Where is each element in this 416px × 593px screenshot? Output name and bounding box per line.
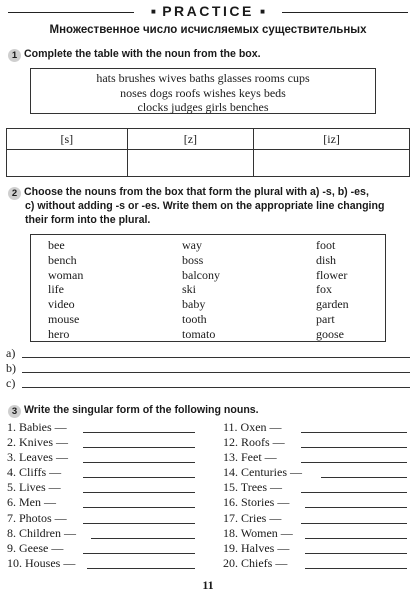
list-item (7, 495, 197, 510)
answer-blank[interactable] (301, 492, 407, 493)
list-item (223, 435, 409, 450)
word-item: baby (182, 297, 206, 312)
singular-list-right (223, 420, 409, 571)
word-item: life (48, 282, 64, 297)
list-item (7, 556, 197, 571)
answer-letter: b) (6, 361, 16, 375)
list-item-label: 10. Houses — (7, 555, 76, 570)
list-item (7, 450, 197, 465)
list-item (7, 420, 197, 435)
page-title (134, 3, 282, 19)
word-box-2 (30, 234, 386, 342)
list-item (7, 526, 197, 541)
list-item (7, 541, 197, 556)
list-item-label: 2. Knives — (7, 435, 68, 450)
task3-heading (8, 404, 410, 418)
task-number-badge: 1 (8, 49, 21, 62)
answer-blank[interactable] (83, 477, 195, 478)
list-item (7, 465, 197, 480)
word-item: way (182, 238, 202, 252)
answer-blank[interactable] (301, 447, 407, 448)
word-item: ski (182, 282, 197, 297)
square-bullet-icon: ■ (150, 7, 156, 16)
answer-line-a[interactable] (6, 346, 410, 360)
word-item: hero (48, 326, 70, 341)
table-cell-iz[interactable] (254, 150, 410, 177)
list-item-label: 14. Centuries — (223, 465, 302, 480)
word-item: video (48, 297, 75, 312)
task2-instruction-line1: Choose the nouns from the box that form the plural with a) -s, b) -es, (24, 186, 369, 198)
task3-instruction: Write the singular form of the following nouns. (24, 404, 259, 416)
word-item: bench (48, 252, 77, 267)
list-item-label: 17. Cries — (223, 510, 282, 525)
list-item-label: 7. Photos — (7, 510, 67, 525)
list-item-label: 15. Trees — (223, 480, 283, 495)
list-item (223, 495, 409, 510)
word-item: dish (316, 252, 337, 267)
list-item (223, 541, 409, 556)
list-item-label: 6. Men — (7, 495, 56, 510)
answer-line-b[interactable] (6, 361, 410, 375)
list-item (223, 480, 409, 495)
word-item: tooth (182, 311, 207, 326)
word-item: tomato (182, 326, 216, 341)
list-item (223, 511, 409, 526)
table-cell-s[interactable] (7, 150, 128, 177)
list-item-label: 9. Geese — (7, 540, 64, 555)
word-box-line: noses dogs roofs wishes keys beds (120, 85, 286, 100)
list-item-label: 19. Halves — (223, 540, 290, 555)
answer-rule (22, 357, 410, 358)
answer-blank[interactable] (301, 432, 407, 433)
answer-blank[interactable] (83, 553, 195, 554)
list-item-label: 20. Chiefs — (223, 555, 288, 570)
list-item-label: 18. Women — (223, 525, 293, 540)
list-item (223, 420, 409, 435)
word-item: flower (316, 267, 348, 282)
list-item-label: 8. Children — (7, 525, 76, 540)
answer-blank[interactable] (305, 568, 407, 569)
answer-blank[interactable] (301, 523, 407, 524)
list-item (223, 556, 409, 571)
answer-blank[interactable] (83, 523, 195, 524)
header-rule-right (282, 12, 408, 13)
task-number-badge: 3 (8, 405, 21, 418)
word-item: goose (316, 326, 344, 341)
word-box-1 (30, 68, 376, 114)
page-title-text: PRACTICE (162, 3, 254, 19)
word-item: fox (316, 282, 332, 297)
square-bullet-icon: ■ (260, 7, 266, 16)
answer-line-c[interactable] (6, 376, 410, 390)
answer-letter: c) (6, 376, 16, 390)
table-cell-z[interactable] (127, 150, 253, 177)
word-item: balcony (182, 267, 220, 282)
word-box-line: hats brushes wives baths glasses rooms cups (96, 71, 310, 85)
answer-blank[interactable] (305, 553, 407, 554)
sound-table (6, 128, 410, 177)
table-header-s: [s] (7, 129, 128, 150)
answer-blank[interactable] (83, 432, 195, 433)
task2-instruction-line2: c) without adding -s or -es. Write them on the appropriate line changing (25, 200, 385, 212)
list-item (223, 526, 409, 541)
answer-blank[interactable] (305, 507, 407, 508)
list-item-label: 11. Oxen — (223, 420, 282, 434)
header-rule-left (8, 12, 134, 13)
list-item (223, 465, 409, 480)
word-column-2 (182, 238, 220, 342)
page-header (0, 3, 416, 21)
page-subtitle: Множественное число исчисляемых существительных (49, 24, 367, 36)
word-item: woman (48, 267, 84, 282)
word-item: foot (316, 238, 336, 252)
answer-blank[interactable] (91, 538, 195, 539)
list-item-label: 13. Feet — (223, 450, 277, 465)
answer-blank[interactable] (301, 462, 407, 463)
list-item-label: 12. Roofs — (223, 435, 285, 450)
word-item: bee (48, 238, 65, 252)
answer-letter: a) (6, 346, 16, 360)
list-item (7, 480, 197, 495)
word-item: boss (182, 252, 204, 267)
list-item-label: 4. Cliffs — (7, 465, 62, 480)
word-column-1 (48, 238, 83, 342)
answer-blank[interactable] (305, 538, 407, 539)
list-item (7, 511, 197, 526)
list-item-label: 3. Leaves — (7, 450, 68, 465)
word-box-line: clocks judges girls benches (137, 100, 269, 114)
table-header-iz: [iz] (254, 129, 410, 150)
word-column-3 (316, 238, 349, 342)
answer-blank[interactable] (321, 477, 407, 478)
task1-instruction: Complete the table with the noun from the box. (24, 48, 261, 60)
answer-blank[interactable] (83, 462, 195, 463)
singular-list-left (7, 420, 197, 571)
list-item-label: 5. Lives — (7, 480, 61, 495)
answer-rule (22, 372, 410, 373)
answer-blank[interactable] (83, 507, 195, 508)
answer-blank[interactable] (83, 447, 195, 448)
task2-heading (8, 186, 410, 227)
task1-heading (8, 48, 410, 62)
word-item: garden (316, 297, 349, 312)
word-item: part (316, 311, 335, 326)
list-item (223, 450, 409, 465)
table-header-z: [z] (127, 129, 253, 150)
list-item-label: 1. Babies — (7, 420, 67, 434)
list-item (7, 435, 197, 450)
page-number: 11 (202, 578, 214, 592)
word-item: mouse (48, 311, 80, 326)
list-item-label: 16. Stories — (223, 495, 290, 510)
answer-rule (22, 387, 410, 388)
answer-blank[interactable] (87, 568, 195, 569)
task-number-badge: 2 (8, 187, 21, 200)
answer-blank[interactable] (83, 492, 195, 493)
task2-instruction-line3: their form into the plural. (25, 213, 151, 226)
